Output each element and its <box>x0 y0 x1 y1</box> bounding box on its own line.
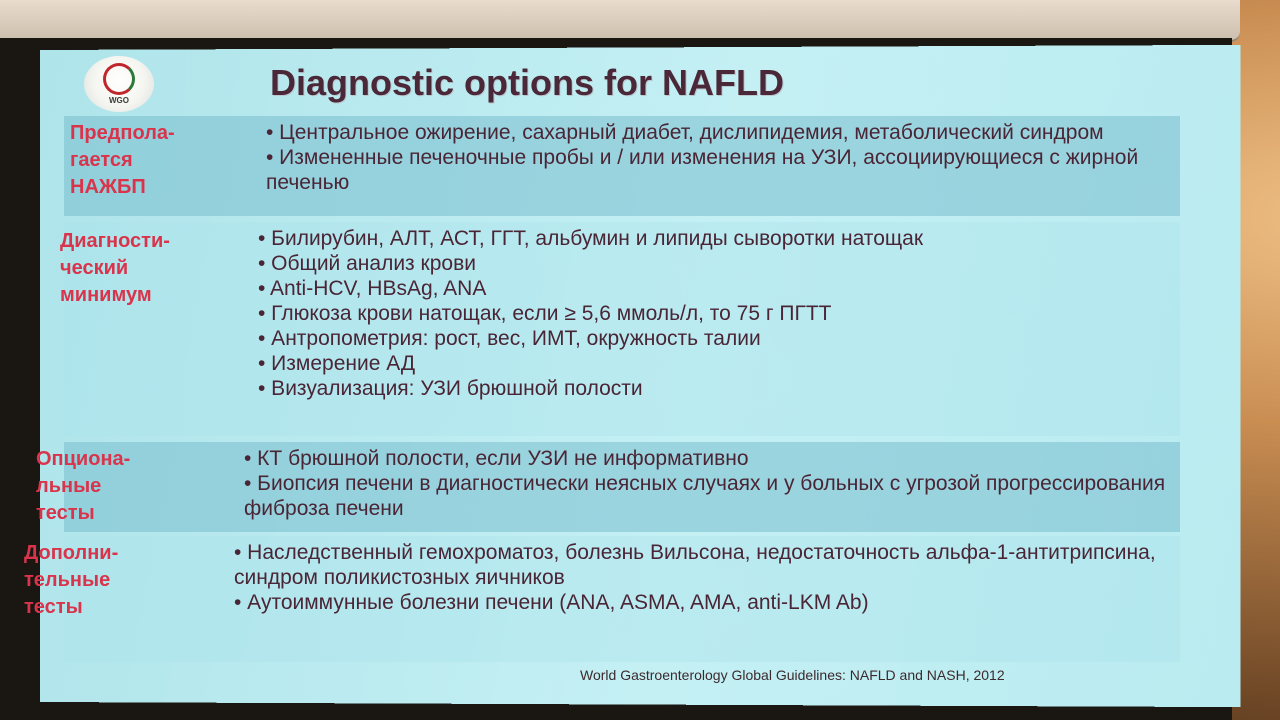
slide-title: Diagnostic options for NAFLD <box>270 62 784 103</box>
section-additional-tests <box>24 536 1180 662</box>
list-item: • Центральное ожирение, сахарный диабет, дислипидемия, метаболический синдром <box>266 121 1104 144</box>
section-items <box>258 226 1178 401</box>
list-item: • Билирубин, АЛТ, АСТ, ГГТ, альбумин и липиды сыворотки натощак <box>258 227 924 250</box>
list-item: • Измерение АД <box>258 352 416 375</box>
section-suspected-nafld <box>64 116 1180 216</box>
list-item: • Глюкоза крови натощак, если ≥ 5,6 ммоль/л, то 75 г ПГТТ <box>258 302 832 325</box>
citation: World Gastroenterology Global Guidelines: NAFLD and NASH, 2012 <box>580 667 1005 683</box>
section-items <box>244 446 1204 521</box>
section-items <box>266 120 1186 195</box>
list-item: • Аутоиммунные болезни печени (ANA, ASMA, AMA, anti-LKM Ab) <box>234 591 869 614</box>
wgo-logo <box>84 56 154 112</box>
section-label: Опционa- льные тесты <box>36 448 131 524</box>
section-label: Диагности- ческий минимум <box>60 230 170 306</box>
list-item: • Антропометрия: рост, вес, ИМТ, окружность талии <box>258 327 761 350</box>
section-diagnostic-minimum <box>60 222 1180 436</box>
section-label: Дополни- тельные тесты <box>24 542 119 618</box>
logo-text: WGO <box>109 96 129 105</box>
globe-icon <box>103 63 135 95</box>
list-item: • Общий анализ крови <box>258 252 476 275</box>
section-optional-tests <box>36 442 1180 532</box>
list-item: • Измененные печеночные пробы и / или изменения на УЗИ, ассоциирующиеся с жирной печенью <box>266 146 1139 194</box>
section-items <box>234 540 1214 615</box>
list-item: • Биопсия печени в диагностически неясных случаях и у больных с угрозой прогрессирования фиброза печени <box>244 472 1166 520</box>
projector-screen-housing <box>0 0 1240 42</box>
list-item: • КТ брюшной полости, если УЗИ не информативно <box>244 447 749 470</box>
list-item: • Наследственный гемохроматоз, болезнь Вильсона, недостаточность альфа-1-антитрипсина, синдром поликистозных яичников <box>234 541 1156 589</box>
list-item: • Визуализация: УЗИ брюшной полости <box>258 377 643 400</box>
section-label: Предпола- гается НАЖБП <box>70 122 175 198</box>
list-item: • Anti-HCV, HBsAg, ANA <box>258 277 487 300</box>
